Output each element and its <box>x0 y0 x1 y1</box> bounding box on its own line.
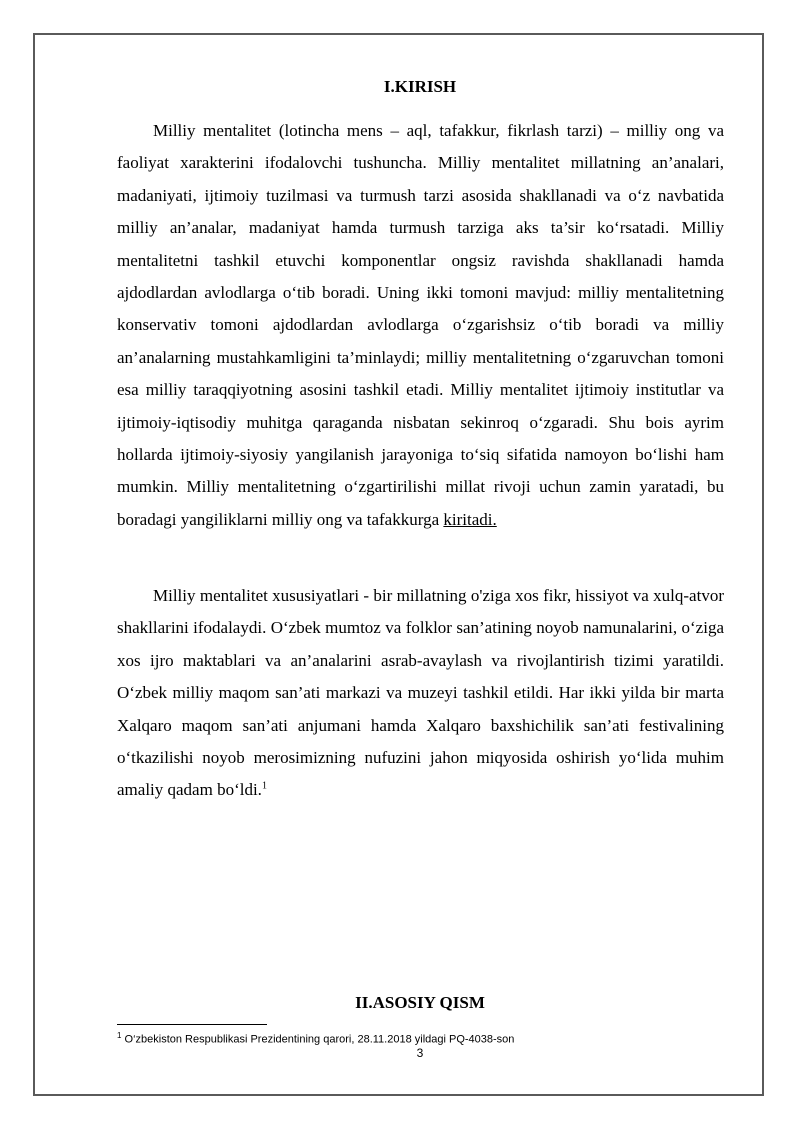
paragraph-1-text: Milliy mentalitet (lotincha mens – aql, tafakkur, fikrlash tarzi) – milliy ong va faoliyat xarakterini ifodalovchi tushuncha. Milliy mentalitet millatning an’analari, madaniyati, ijtimoiy tuzilmasi va turmush tarzi asosida shakllanadi va o‘z navbatida milliy an’analar, madaniyat hamda turmush tarziga aks ta’sir ko‘rsatadi. Milliy mentalitetni tashkil etuvchi komponentlar ongsiz ravishda shakllanadi hamda ajdodlardan avlodlarga o‘tib boradi. Uning ikki tomoni mavjud: milliy mentalitetning konservativ tomoni ajdodlardan avlodlarga o‘zgarishsiz o‘tib boradi va milliy an’analarning mustahkamligini ta’minlaydi; milliy mentalitetning o‘zgaruvchan tomoni esa milliy taraqqiyotning asosini tashkil etadi. Milliy mentalitet ijtimoiy institutlar va ijtimoiy-iqtisodiy muhitga qaraganda nisbatan sekinroq o‘zgaradi. Shu bois ayrim hollarda ijtimoiy-siyosiy yangilanish jarayoniga to‘siq sifatida namoyon bo‘lishi ham mumkin. Milliy mentalitetning o‘zgartirilishi millat rivoji uchun zamin yaratadi, bu boradagi yangiliklarni milliy ong va tafakkurga <box>117 121 724 529</box>
page-number: 3 <box>416 1046 424 1060</box>
paragraph-2-text: Milliy mentalitet xususiyatlari - bir millatning o'ziga xos fikr, hissiyot va xulq-atvor shakllarini ifodalaydi. O‘zbek mumtoz va folklor san’atining noyob namunalarini, o‘ziga xos ijro maktablari va an’analarini asrab-avaylash va rivojlantirish tizimi yaratildi. O‘zbek milliy maqom san’ati markazi va muzeyi tashkil etildi. Har ikki yilda bir marta Xalqaro maqom san’ati anjumani hamda Xalqaro baxshichilik san’ati festivalining o‘tkazilishi noyob merosimizning nufuzini jahon miqyosida oshirish yo‘lida muhim amaliy qadam bo‘ldi. <box>117 586 724 800</box>
footnote-mark: 1 <box>117 1031 122 1040</box>
footnote-reference[interactable]: 1 <box>261 780 267 792</box>
footnote <box>117 1031 737 1046</box>
paragraph-1 <box>117 115 724 536</box>
footnote-separator <box>117 1024 267 1025</box>
section-heading-asosiy-qism: II.ASOSIY QISM <box>355 993 485 1012</box>
section-heading-kirish: I.KIRISH <box>383 77 457 96</box>
footnote-text: O‘zbekiston Respublikasi Prezidentining qarori, 28.11.2018 yildagi PQ-4038-son <box>121 1033 515 1046</box>
underlined-word: kiritadi. <box>443 509 497 529</box>
paragraph-2 <box>117 580 724 807</box>
